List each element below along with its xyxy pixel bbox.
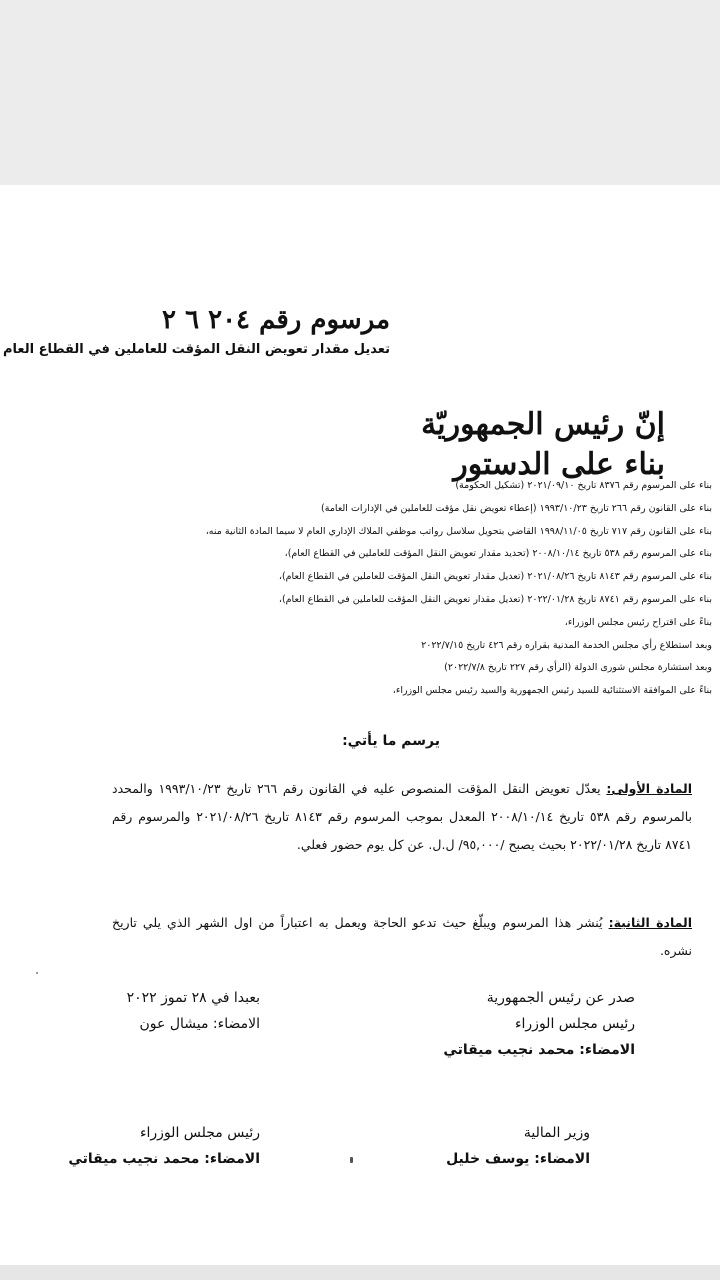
president-signature-line: الامضاء: ميشال عون xyxy=(139,1016,260,1032)
article-2 xyxy=(112,909,692,965)
bottom-margin-band xyxy=(0,1265,720,1280)
finance-minister-signature: الامضاء: يوسف خليل xyxy=(446,1151,590,1167)
signature-block-pm xyxy=(68,1120,260,1172)
finance-minister-title: وزير المالية xyxy=(523,1125,590,1141)
pm-signature-line-2: الامضاء: محمد نجيب ميقاتي xyxy=(68,1151,260,1167)
preamble-list xyxy=(12,475,712,703)
preamble-item: وبعد استطلاع رأي مجلس الخدمة المدنية بقراره رقم ٤٢٦ تاريخ ٢٠٢٢/٧/١٥ xyxy=(421,639,712,651)
date-place-line: بعبدا في ٢٨ تموز ٢٠٢٢ xyxy=(126,990,260,1006)
intro-constitution: بناء على الدستور xyxy=(453,447,665,482)
preamble-item: بناء على القانون رقم ٢٦٦ تاريخ ١٩٩٣/١٠/٢٣ (إعطاء تعويض نقل مؤقت للعاملين في الإدارات العامة) xyxy=(321,502,712,514)
scan-speck xyxy=(36,972,38,974)
top-margin-band xyxy=(0,0,720,185)
scan-mark xyxy=(350,1157,353,1163)
preamble-item: بناء على المرسوم رقم ٨٣٧٦ تاريخ ٢٠٢١/٠٩/١٠ (تشكيل الحكومة) xyxy=(455,480,712,491)
signature-block-president xyxy=(443,985,635,1063)
signature-block-finance xyxy=(446,1120,590,1172)
pm-title-line: رئيس مجلس الوزراء xyxy=(514,1016,635,1032)
article-1-title: المادة الأولى: xyxy=(606,781,692,796)
issued-by-line: صدر عن رئيس الجمهورية xyxy=(486,990,635,1006)
decrees-heading: يرسم ما يأتي: xyxy=(342,733,440,749)
article-2-title: المادة الثانية: xyxy=(608,915,693,930)
decree-number: مرسوم رقم ٢٠٤ ٦ ٢ xyxy=(162,305,390,335)
preamble-item: بناءً على اقتراح رئيس مجلس الوزراء، xyxy=(564,616,712,628)
preamble-item: بناء على المرسوم رقم ٥٣٨ تاريخ ٢٠٠٨/١٠/١٤ (تحديد مقدار تعويض النقل المؤقت للعاملين في القطاع العام)، xyxy=(284,548,712,560)
decree-subject: تعديل مقدار تعويض النقل المؤقت للعاملين في القطاع العام xyxy=(3,342,390,357)
pm-signature-line: الامضاء: محمد نجيب ميقاتي xyxy=(443,1042,635,1058)
intro-president: إنّ رئيس الجمهوريّة xyxy=(421,407,665,442)
preamble-item: بناء على القانون رقم ٧١٧ تاريخ ١٩٩٨/١١/٠٥ القاضي بتحويل سلاسل رواتب موظفي الملاك الإداري العام لا سيما المادة الثانية منه، xyxy=(205,525,712,537)
preamble-item: وبعد استشارة مجلس شورى الدولة (الرأي رقم ٢٢٧ تاريخ ٢٠٢٢/٧/٨) xyxy=(444,662,712,674)
signature-block-date xyxy=(127,985,260,1037)
preamble-item: بناءً على الموافقة الاستثنائية للسيد رئيس الجمهورية والسيد رئيس مجلس الوزراء، xyxy=(392,685,712,697)
preamble-item: بناء على المرسوم رقم ٨١٤٣ تاريخ ٢٠٢١/٠٨/٢٦ (تعديل مقدار تعويض النقل المؤقت للعاملين في القطاع العام)، xyxy=(278,571,712,583)
article-1 xyxy=(112,775,692,859)
document-page xyxy=(0,185,720,1265)
article-2-text: يُنشر هذا المرسوم ويبلّغ حيث تدعو الحاجة ويعمل به اعتباراً من اول الشهر الذي يلي تاريخ نشره. xyxy=(112,915,692,958)
pm-title-line-2: رئيس مجلس الوزراء xyxy=(139,1125,260,1141)
article-1-text: يعدّل تعويض النقل المؤقت المنصوص عليه في القانون رقم ٢٦٦ تاريخ ١٩٩٣/١٠/٢٣ والمحدد بالمرسوم رقم ٥٣٨ تاريخ ٢٠٠٨/١٠/١٤ المعدل بموجب المرسوم رقم ٨١٤٣ تاريخ ٢٠٢١/٠٨/٢٦ والمرسوم رقم ٨٧٤١ تاريخ ٢٠٢٢/٠١/٢٨ بحيث يصبح /٩٥,٠٠٠/ ل.ل. عن كل يوم حضور فعلي. xyxy=(112,781,693,852)
preamble-item: بناء على المرسوم رقم ٨٧٤١ تاريخ ٢٠٢٢/٠١/٢٨ (تعديل مقدار تعويض النقل المؤقت للعاملين في القطاع العام)، xyxy=(278,593,712,605)
